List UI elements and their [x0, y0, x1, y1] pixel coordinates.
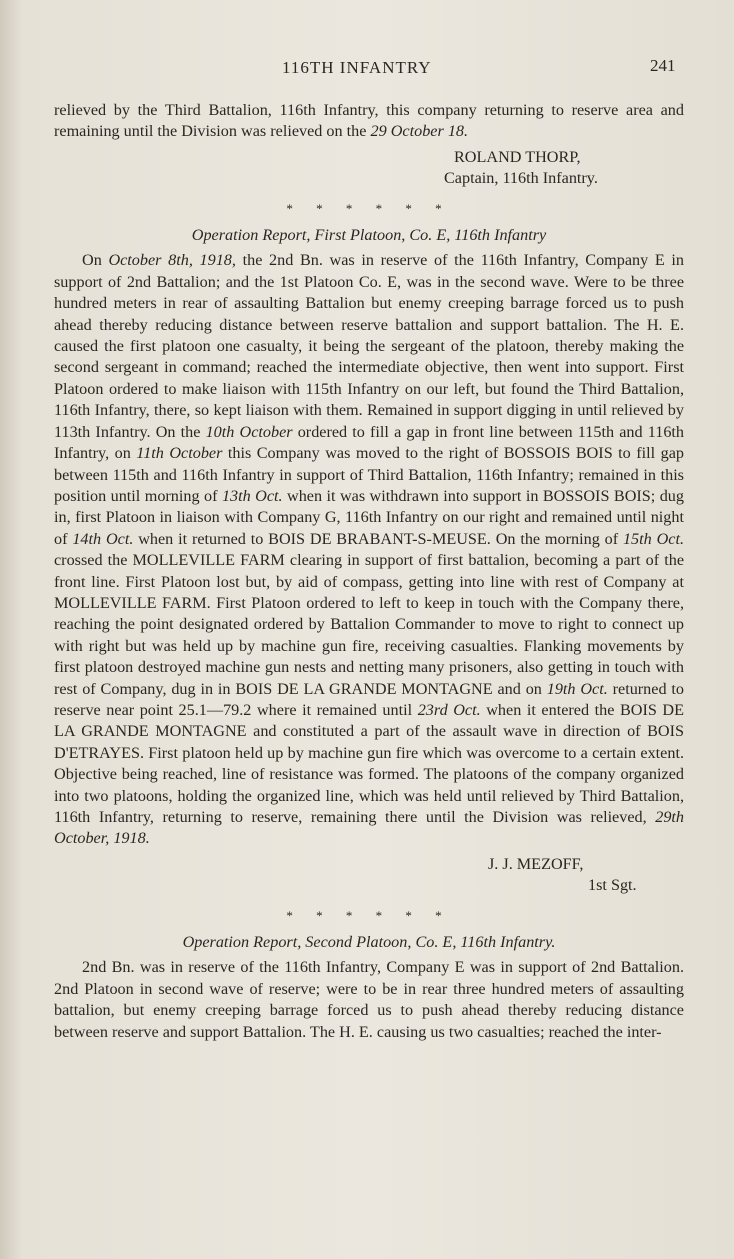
report-1-date: October 8th, 1918, — [108, 251, 236, 270]
signature-2-title: 1st Sgt. — [588, 876, 637, 895]
report-1-seg: crossed the MOLLEVILLE FARM clearing in support of first battalion, becoming a part of the front line. First Platoon lost but, by aid of compass, getting into line with rest of Company at MOLLEVILLE FARM. First Platoon ordered to left to keep in touch with the Company there, reaching the point designated ordered by Battalion Commander to move to right to connect up with right but was held up by machine gun fire, receiving casualties. Flanking movements by first platoon destroyed machine gun nests and netting many prisoners, also getting in touch with rest of Company, dug in in BOIS DE LA GRANDE MONTAGNE and on — [54, 551, 684, 698]
report-1-date: 10th October — [205, 422, 293, 441]
report-1-seg: when it returned to BOIS DE BRABANT-S-MEUSE. On the morning of — [133, 529, 623, 548]
separator-2: * * * * * * — [286, 907, 452, 923]
opening-date: 29 October 18. — [370, 122, 469, 141]
report-2-paragraph: 2nd Bn. was in reserve of the 116th Infantry, Company E was in support of 2nd Battalion. 2nd Platoon in second wave of reserve; were to be in rear three hundred meters of assaulting battalion, but enemy creeping barrage forced us to push ahead thereby reducing distance between reserve and support Battalion. The H. E. causing us two casualties; reached the inter- — [54, 958, 684, 1041]
opening-paragraph — [54, 100, 684, 143]
report-1-seg: ordered to fill a gap in front line between 115th and 116th Infantry, on — [54, 422, 685, 463]
separator-1: * * * * * * — [286, 200, 452, 216]
report-1-date: 19th Oct. — [546, 679, 608, 698]
report-1-seg: On — [82, 251, 109, 270]
signature-2-name: J. J. MEZOFF, — [488, 854, 584, 873]
report-1-date: 11th October — [136, 444, 223, 463]
opening-text: relieved by the Third Battalion, 116th Infantry, this company returning to reserve area and remaining until the Division was relieved on the — [54, 101, 684, 141]
report-1-seg: when it was withdrawn into support in BOSSOIS BOIS; dug in, first Platoon in liaison with Company G, 116th Infantry on our right and remained until night of — [54, 486, 684, 548]
report-1-seg: returned to reserve near point 25.1—79.2 where it remained until — [54, 679, 684, 719]
report-1-paragraph — [54, 250, 684, 849]
report-2-title: Operation Report, Second Platoon, Co. E, 116th Infantry. — [182, 933, 556, 952]
report-1-seg: the 2nd Bn. was in reserve of the 116th Infantry, Company E in support of 2nd Battalion; and the 1st Platoon Co. E, was in the second wave. Were to be three hundred meters in rear of assaulting Battalion but enemy creeping barrage forced us to push ahead thereby reducing distance between reserve battalion and support battalion. The H. E. caused the first platoon one casualty, it being the sergeant of the platoon, thereby making the second sergeant in command; reached the intermediate objective, then went into support. First Platoon ordered to make liaison with 115th Infantry on our left, but found the Third Battalion, 116th Infantry, there, so kept liaison with them. Remained in support digging in until relieved by 113th Infantry. On the — [54, 251, 684, 441]
report-1-date: 14th Oct. — [72, 529, 134, 548]
report-1-seg: this Company was moved to the right of BOSSOIS BOIS to fill gap between 115th and 116th Infantry in support of Third Battalion, 116th Infantry; remained in this position until morning of — [54, 444, 684, 505]
page-body — [54, 100, 684, 1043]
page-header — [0, 58, 734, 82]
page-number: 241 — [650, 56, 676, 75]
report-1-title: Operation Report, First Platoon, Co. E, 116th Infantry — [191, 226, 547, 245]
report-1-date: 13th Oct. — [221, 486, 283, 505]
report-1-date: 29th October, 1918. — [54, 808, 684, 848]
report-1-date: 23rd Oct. — [417, 700, 481, 719]
report-1-date: 15th Oct. — [622, 529, 684, 548]
running-head: 116TH INFANTRY — [282, 58, 432, 77]
report-1-seg: when it entered the BOIS DE LA GRANDE MONTAGNE and constituted a part of the assault wave in direction of BOIS D'ETRAYES. First platoon held up by machine gun fire which was overcome to a certain extent. Objective being reached, line of resistance was formed. The platoons of the company organized into two platoons, holding the organized line, which was held until relieved by Third Battalion, 116th Infantry, returning to reserve, remaining there until the Division was relieved, — [54, 700, 684, 826]
signature-1-name: ROLAND THORP, — [454, 147, 581, 166]
signature-1-title: Captain, 116th Infantry. — [444, 169, 598, 188]
